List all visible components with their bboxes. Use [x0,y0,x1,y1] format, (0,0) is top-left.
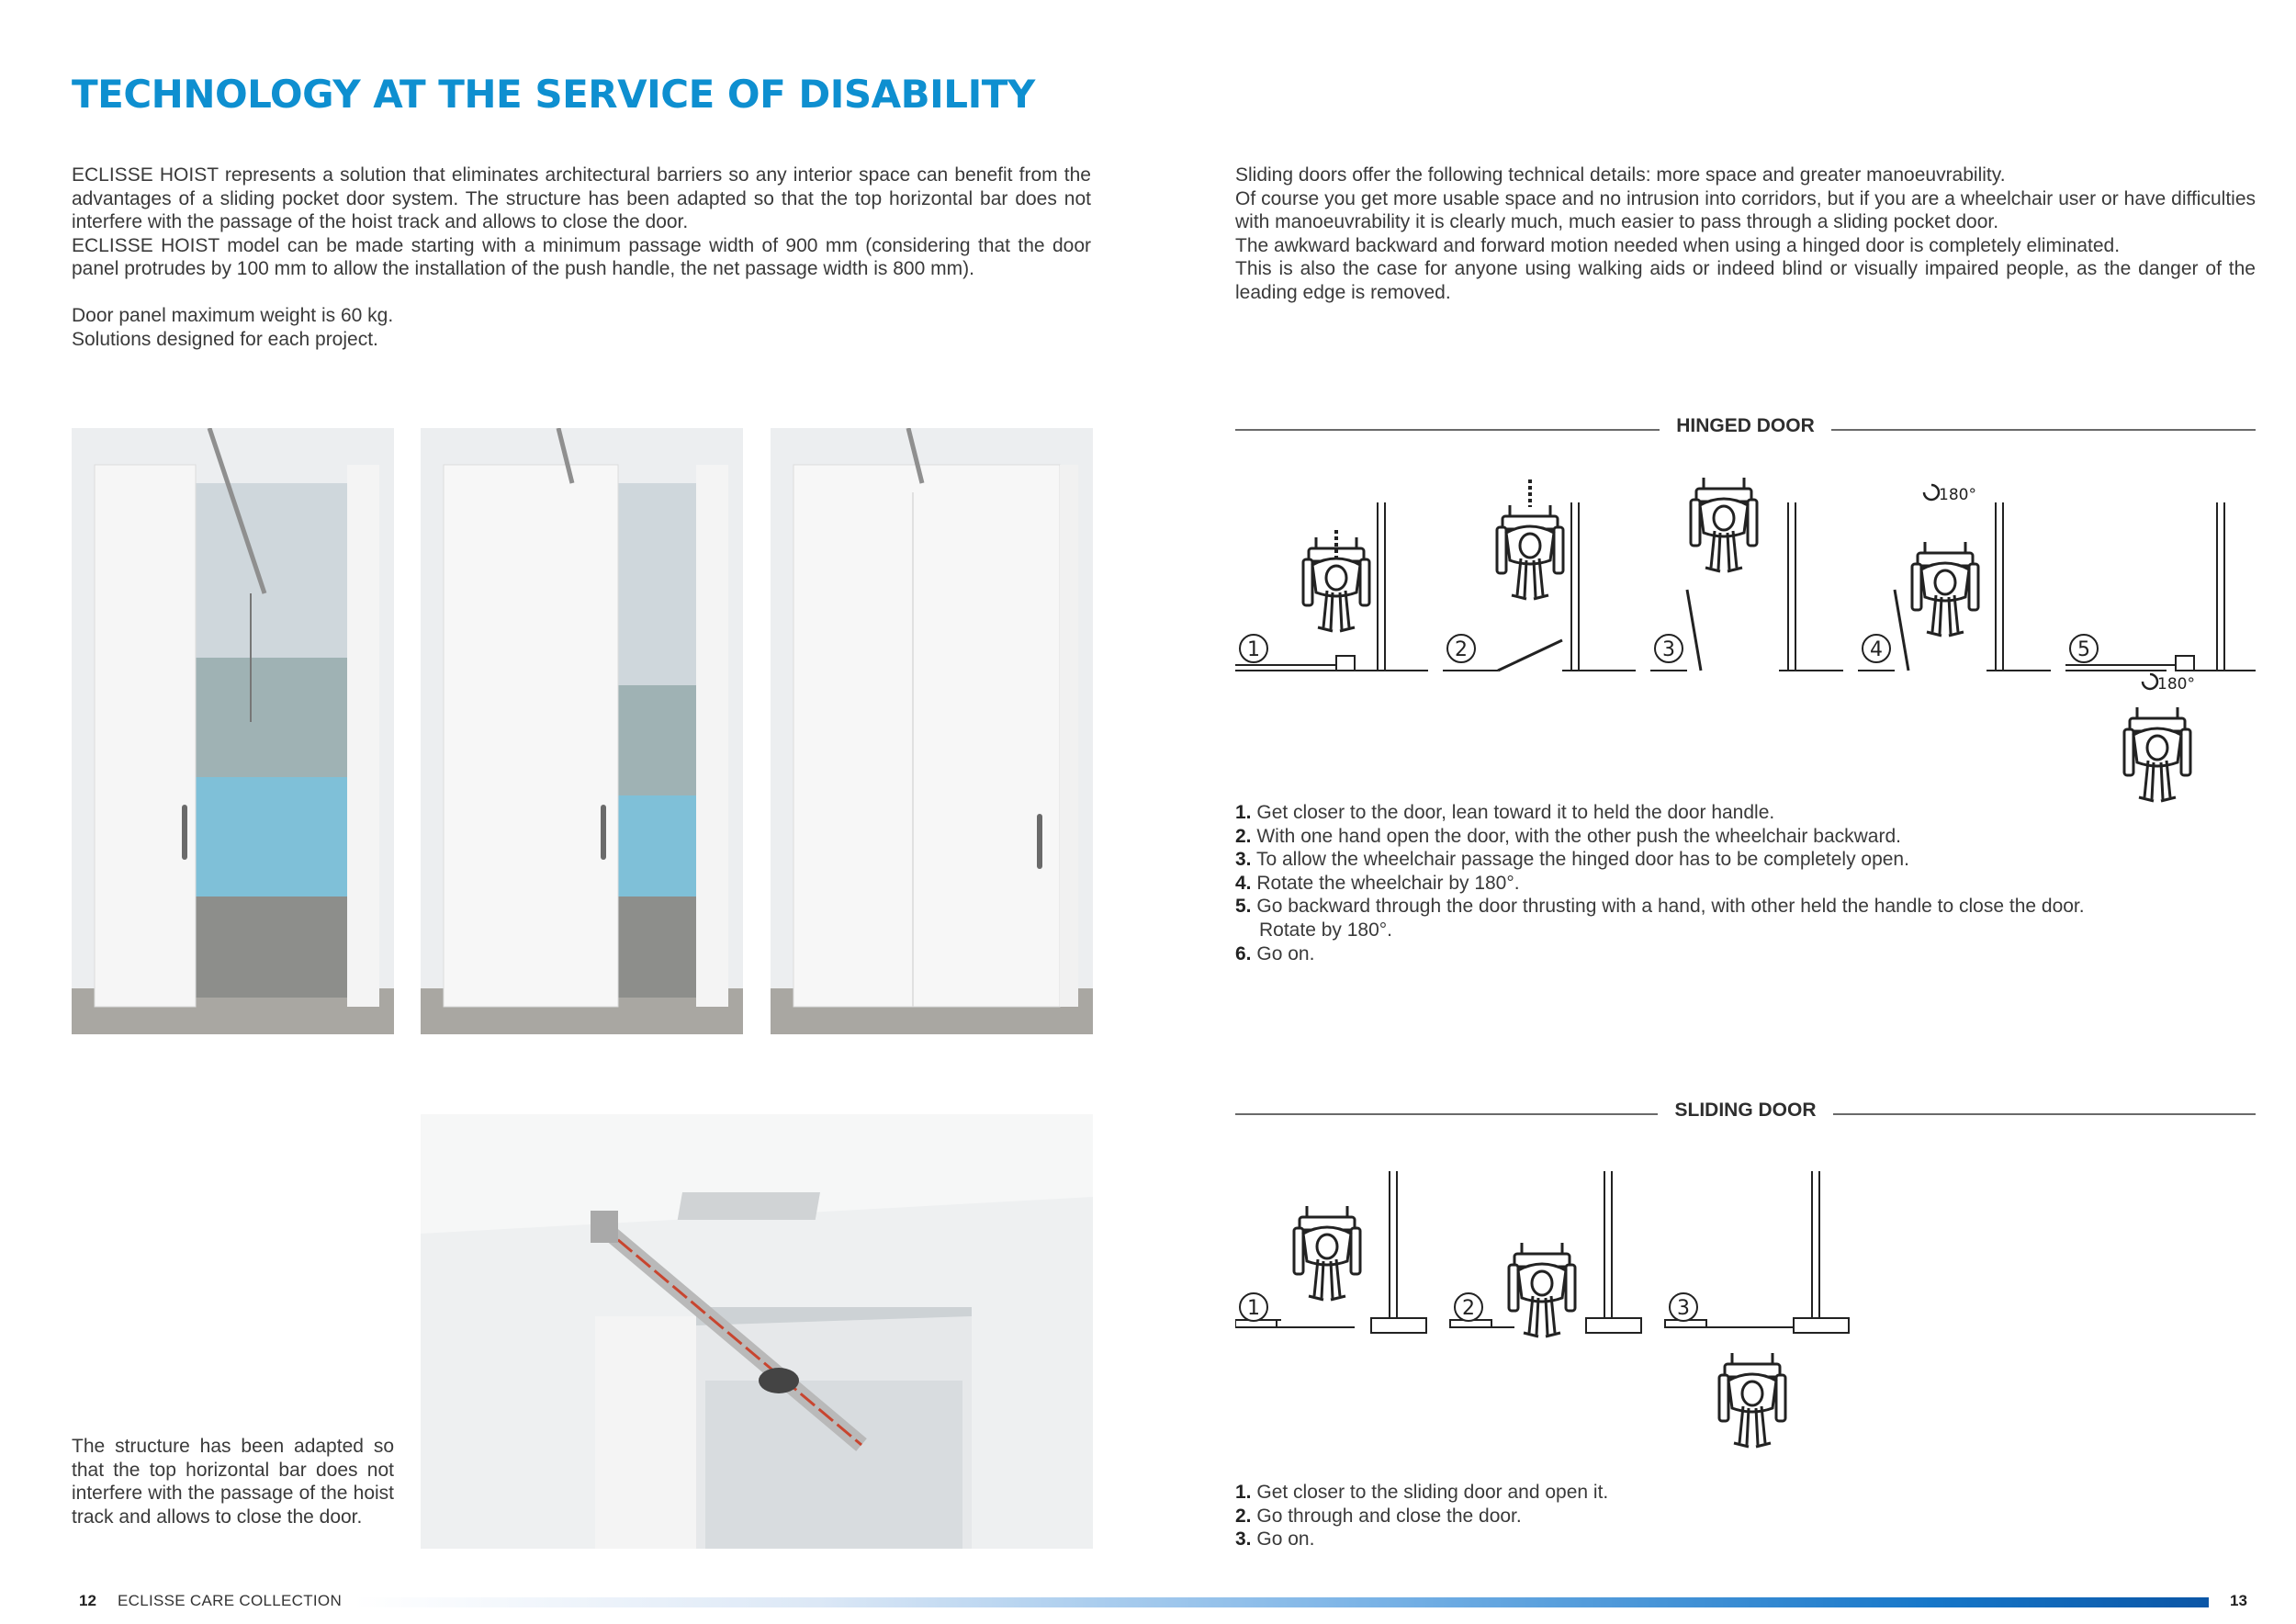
hinged-fig-2 [1443,479,1636,671]
hinged-fig-1-num: 1 [1247,638,1260,661]
sliding-step-3: 3. Go on. [1235,1528,1315,1551]
right-intro-p1: Sliding doors offer the following technical details: more space and greater manoeuvrability. [1235,164,2006,186]
hinged-fig-1 [1235,502,1428,671]
hinged-step-6: 6. Go on. [1235,942,1315,964]
sliding-step-2: 2. Go through and close the door. [1235,1505,1522,1527]
sliding-fig-1 [1235,1171,1426,1333]
hinged-rotation-label-2: 180° [2157,675,2195,694]
door-photo-open [72,428,394,1034]
sliding-steps [1235,1481,1608,1551]
right-page-number: 13 [2230,1592,2247,1609]
hinged-fig-5 [2065,502,2256,801]
left-intro-p2: ECLISSE HOIST model can be made starting with a minimum passage width of 900 mm (considering that the door panel protrudes by 100 mm to allow the installation of the push handle, the net passage width is 800 mm). [72,234,1091,280]
hoist-track-photo [421,1114,1093,1549]
hinged-step-5-cont: Rotate by 180°. [1259,919,1392,941]
hinged-door-heading [1235,415,2256,443]
footer-gradient-bar [354,1597,2209,1607]
hinged-fig-4 [1858,485,2051,671]
photo-caption: The structure has been adapted so that the top horizontal bar does not interfere with the passage of the hoist track and allows to close the door. [72,1436,394,1528]
hinged-step-4: 4. Rotate the wheelchair by 180°. [1235,872,1520,894]
footer-brand: ECLISSE CARE COLLECTION [118,1592,343,1609]
left-intro-p3: Door panel maximum weight is 60 kg. [72,304,394,326]
hinged-step-2: 2. With one hand open the door, with the other push the wheelchair backward. [1235,825,1901,847]
door-photo-half [421,428,743,1034]
right-intro-p3: The awkward backward and forward motion needed when using a hinged door is completely eliminated. [1235,234,2121,256]
hinged-rotation-label-1: 180° [1939,486,1976,504]
hinged-step-5: 5. Go backward through the door thrusting with a hand, with other held the handle to close the door. [1235,896,2085,918]
hinged-step-3: 3. To allow the wheelchair passage the hinged door has to be completely open. [1235,849,1909,871]
left-intro-p4: Solutions designed for each project. [72,328,378,350]
sliding-door-diagram [1235,1162,1860,1474]
sliding-door-heading [1235,1100,2256,1127]
left-intro [72,164,1091,351]
right-intro-p4: This is also the case for anyone using walking aids or indeed blind or visually impaired people, as the danger of the leading edge is removed. [1235,258,2256,303]
hinged-door-diagram [1235,452,2256,819]
hinged-fig-3-num: 3 [1662,638,1675,661]
left-page-number: 12 [79,1592,96,1609]
sliding-fig-3-num: 3 [1677,1297,1690,1320]
sliding-fig-2-num: 2 [1462,1297,1475,1320]
sliding-fig-3 [1665,1171,1849,1447]
hinged-steps [1235,801,2085,965]
hinged-door-title: HINGED DOOR [1660,415,1831,436]
hinged-fig-4-num: 4 [1870,638,1883,661]
left-intro-p1: ECLISSE HOIST represents a solution that eliminates architectural barriers so any interior space can benefit from the advantages of a sliding pocket door system. The structure has been adapted so that the top horizontal bar does not interfere with the passage of the hoist track and allows to close the door. [72,164,1091,233]
hinged-fig-2-num: 2 [1455,638,1468,661]
rotate-icon [1924,485,1939,500]
right-intro-p2: Of course you get more usable space and no intrusion into corridors, but if you are a wheelchair user or have difficulties with manoeuvrability it is clearly much, much easier to pass through a sliding pocket door. [1235,187,2256,233]
sliding-fig-1-num: 1 [1247,1297,1260,1320]
sliding-step-1: 1. Get closer to the sliding door and open it. [1235,1482,1609,1503]
hinged-fig-3 [1650,478,1843,671]
hinged-fig-5-num: 5 [2077,638,2090,661]
rotate-icon [2143,674,2157,689]
page-title: TECHNOLOGY AT THE SERVICE OF DISABILITY [72,72,1035,117]
sliding-door-title: SLIDING DOOR [1658,1100,1832,1121]
hinged-step-1: 1. Get closer to the door, lean toward it to held the door handle. [1235,802,1775,823]
door-photo-closed [771,428,1093,1034]
right-intro [1235,164,2256,305]
sliding-fig-2 [1450,1171,1641,1336]
